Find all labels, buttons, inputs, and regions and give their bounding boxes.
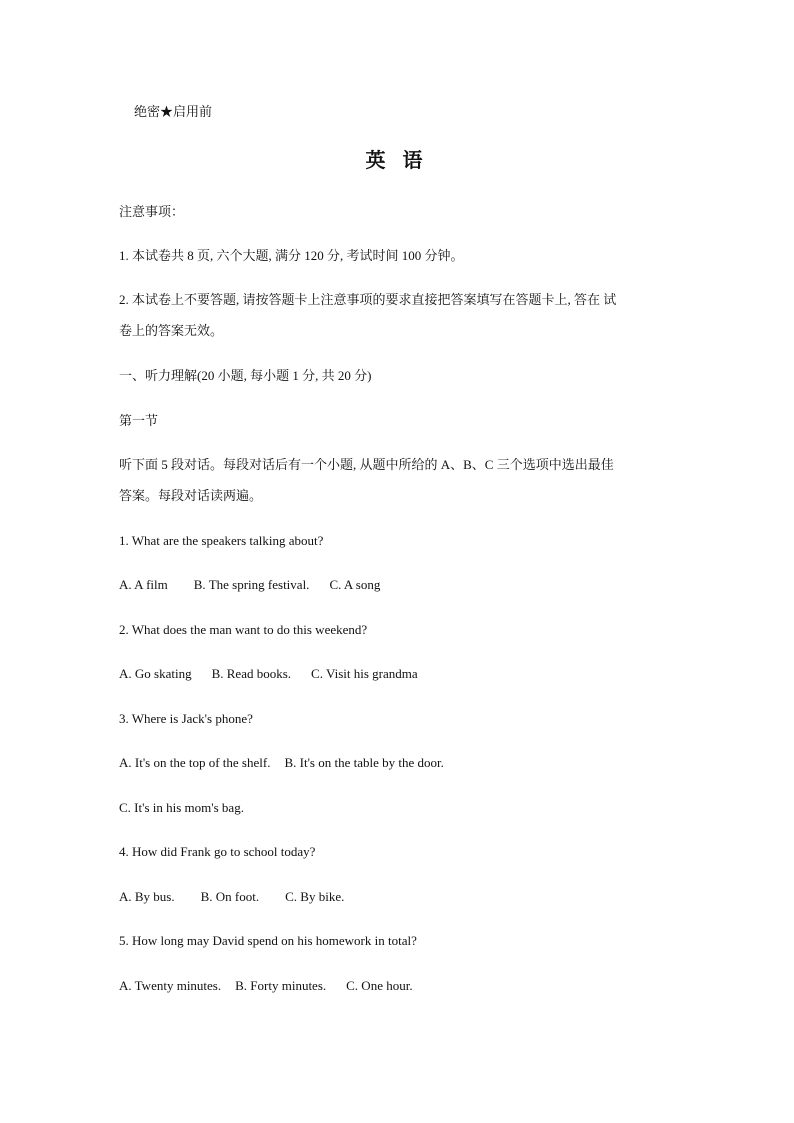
question-2-stem: 2. What does the man want to do this weekend? (119, 622, 368, 637)
notice-item-2-line-2: 卷上的答案无效。 (119, 323, 224, 338)
section-part: 第一节 (119, 413, 159, 428)
question-3-option-a: A. It's on the top of the shelf. (119, 755, 271, 770)
section-instructions-line-2: 答案。每段对话读两遍。 (119, 488, 263, 503)
question-5-option-b: B. Forty minutes. (235, 978, 327, 993)
question-2-option-a: A. Go skating (119, 666, 192, 681)
question-5-option-a: A. Twenty minutes. (119, 978, 222, 993)
question-1-option-b: B. The spring festival. (193, 577, 310, 592)
question-4-option-c: C. By bike. (285, 889, 345, 904)
question-2-option-c: C. Visit his grandma (311, 666, 418, 681)
notice-item-1: 1. 本试卷共 8 页, 六个大题, 满分 120 分, 考试时间 100 分钟。 (119, 248, 464, 263)
question-1-option-c: C. A song (329, 577, 381, 592)
question-5-option-c: C. One hour. (346, 978, 413, 993)
question-2-option-b: B. Read books. (211, 666, 292, 681)
question-1-option-a: A. A film (119, 577, 168, 592)
question-2-options (119, 665, 418, 683)
notice-heading: 注意事项： (119, 204, 185, 219)
question-3-option-c: C. It's in his mom's bag. (119, 800, 244, 815)
question-5-stem: 5. How long may David spend on his homework in total? (119, 933, 417, 948)
section-instructions-line-1: 听下面 5 段对话。每段对话后有一个小题, 从题中所给的 A、B、C 三个选项中选出最佳 (119, 457, 614, 472)
question-1-stem: 1. What are the speakers talking about? (119, 533, 324, 548)
question-4-stem: 4. How did Frank go to school today? (119, 844, 316, 859)
question-4-option-a: A. By bus. (119, 889, 175, 904)
section-title: 一、听力理解(20 小题, 每小题 1 分, 共 20 分) (119, 368, 372, 383)
subject-title: 英 语 (365, 150, 429, 172)
question-3-option-b: B. It's on the table by the door. (284, 755, 444, 770)
question-3-options-row-1 (119, 754, 444, 772)
notice-item-2-line-1: 2. 本试卷上不要答题, 请按答题卡上注意事项的要求直接把答案填写在答题卡上, 答在 试 (119, 292, 617, 307)
question-4-option-b: B. On foot. (200, 889, 260, 904)
question-3-stem: 3. Where is Jack's phone? (119, 711, 253, 726)
question-5-options (119, 977, 413, 995)
secret-mark: 绝密★启用前 (134, 104, 213, 119)
question-1-options (119, 576, 380, 594)
question-4-options (119, 888, 344, 906)
